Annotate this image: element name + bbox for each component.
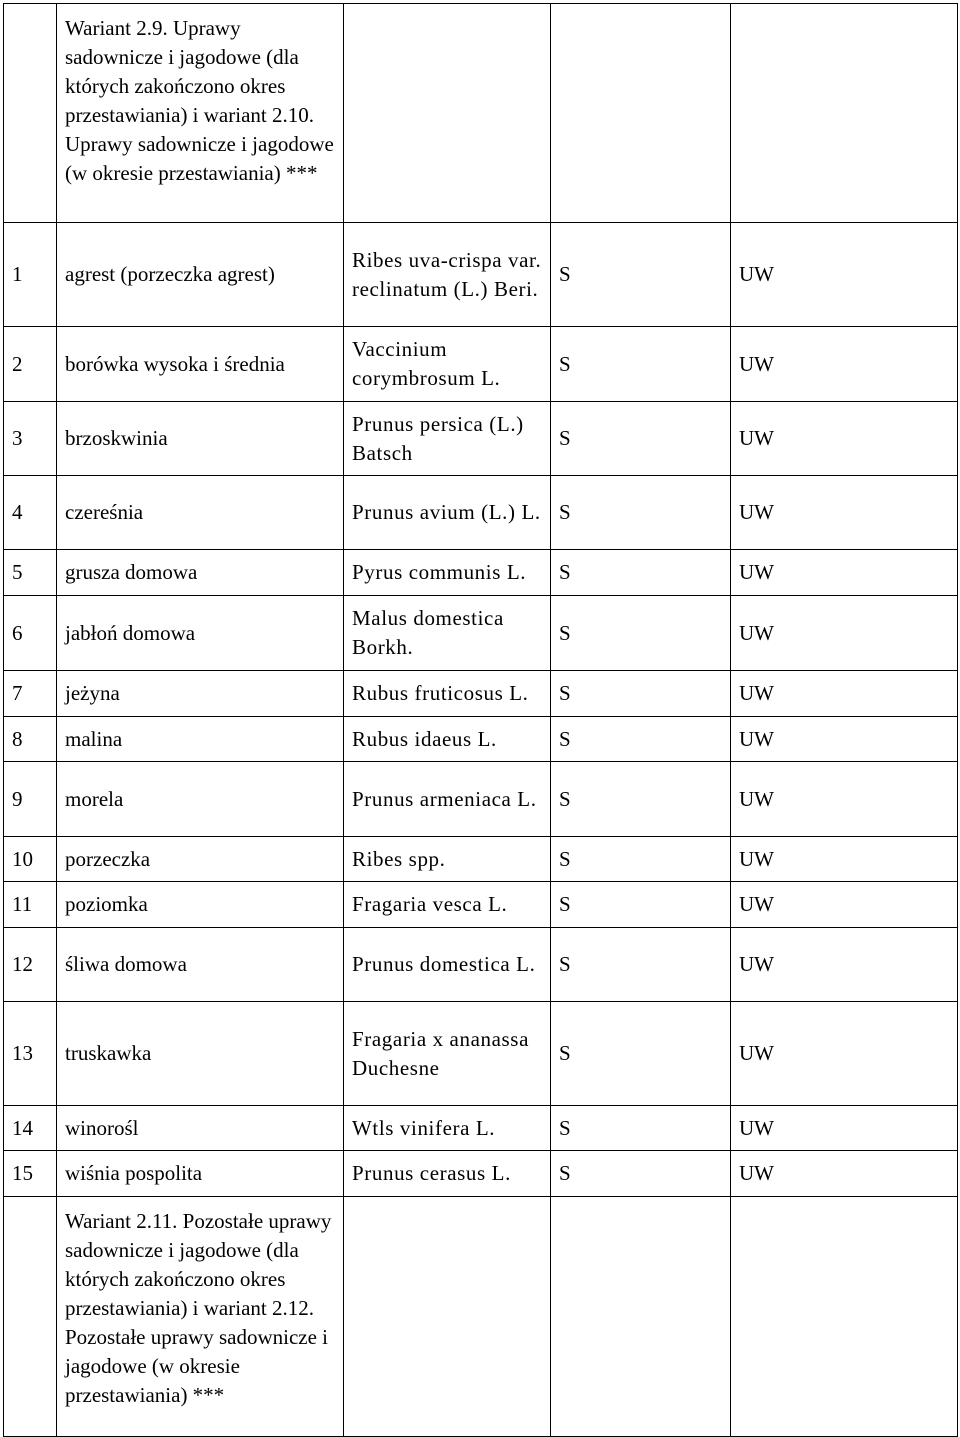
latin-name: Fragaria x ananassa Duchesne: [344, 1002, 551, 1106]
document-page: [3, 3, 958, 1437]
row-number: 5: [4, 550, 57, 596]
row-number: 6: [4, 596, 57, 671]
row-number: 12: [4, 928, 57, 1002]
latin-name: Prunus avium (L.) L.: [344, 476, 551, 550]
row-number: 4: [4, 476, 57, 550]
table-row: [4, 476, 958, 550]
s-code: S: [551, 402, 731, 476]
latin-name: Fragaria vesca L.: [344, 882, 551, 928]
uw-code: UW: [731, 671, 958, 717]
crops-table-body: [4, 4, 958, 1437]
table-row: [4, 1151, 958, 1197]
table-row: [4, 550, 958, 596]
uw-code: UW: [731, 327, 958, 402]
row-number: 7: [4, 671, 57, 717]
latin-name: Prunus cerasus L.: [344, 1151, 551, 1197]
s-code: S: [551, 671, 731, 717]
latin-name: Pyrus communis L.: [344, 550, 551, 596]
uw-code: UW: [731, 223, 958, 327]
uw-code: UW: [731, 1106, 958, 1151]
row-number: 1: [4, 223, 57, 327]
crop-name: morela: [57, 762, 344, 837]
latin-name: Malus domestica Borkh.: [344, 596, 551, 671]
s-code: S: [551, 837, 731, 882]
latin-name: Ribes uva-crispa var. reclinatum (L.) Beri.: [344, 223, 551, 327]
latin-name: Wtls vinifera L.: [344, 1106, 551, 1151]
footer-empty-cell: [731, 1197, 958, 1437]
footer-empty-cell: [551, 1197, 731, 1437]
crop-name: jeżyna: [57, 671, 344, 717]
row-number: 2: [4, 327, 57, 402]
s-code: S: [551, 1106, 731, 1151]
table-row: [4, 882, 958, 928]
s-code: S: [551, 596, 731, 671]
table-row: [4, 1106, 958, 1151]
crop-name: agrest (porzeczka agrest): [57, 223, 344, 327]
s-code: S: [551, 550, 731, 596]
uw-code: UW: [731, 882, 958, 928]
latin-name: Prunus armeniaca L.: [344, 762, 551, 837]
crops-table: [3, 3, 958, 1437]
row-number: 13: [4, 1002, 57, 1106]
header-empty-cell: [344, 4, 551, 223]
s-code: S: [551, 1151, 731, 1197]
table-row: [4, 596, 958, 671]
crop-name: winorośl: [57, 1106, 344, 1151]
variant-footer-row: [4, 1197, 958, 1437]
table-row: [4, 717, 958, 762]
crop-name: porzeczka: [57, 837, 344, 882]
variant-footer-text: Wariant 2.11. Pozostałe uprawy sadownicze i jagodowe (dla których zakończono okres przestawiania) i wariant 2.12. Pozostałe uprawy sadownicze i jagodowe (w okresie przestawiania) ***: [57, 1197, 344, 1437]
crop-name: wiśnia pospolita: [57, 1151, 344, 1197]
latin-name: Ribes spp.: [344, 837, 551, 882]
table-row: [4, 223, 958, 327]
table-row: [4, 402, 958, 476]
latin-name: Prunus domestica L.: [344, 928, 551, 1002]
latin-name: Vaccinium corymbrosum L.: [344, 327, 551, 402]
header-empty-cell: [731, 4, 958, 223]
uw-code: UW: [731, 476, 958, 550]
crop-name: malina: [57, 717, 344, 762]
crop-name: poziomka: [57, 882, 344, 928]
row-number: 11: [4, 882, 57, 928]
uw-code: UW: [731, 596, 958, 671]
s-code: S: [551, 1002, 731, 1106]
s-code: S: [551, 717, 731, 762]
uw-code: UW: [731, 762, 958, 837]
latin-name: Prunus persica (L.) Batsch: [344, 402, 551, 476]
uw-code: UW: [731, 837, 958, 882]
uw-code: UW: [731, 402, 958, 476]
table-row: [4, 928, 958, 1002]
variant-header-text: Wariant 2.9. Uprawy sadownicze i jagodowe (dla których zakończono okres przestawiania) i wariant 2.10. Uprawy sadownicze i jagodowe (w okresie przestawiania) ***: [57, 4, 344, 223]
crop-name: brzoskwinia: [57, 402, 344, 476]
uw-code: UW: [731, 717, 958, 762]
s-code: S: [551, 327, 731, 402]
s-code: S: [551, 882, 731, 928]
footer-empty-cell: [344, 1197, 551, 1437]
latin-name: Rubus idaeus L.: [344, 717, 551, 762]
footer-empty-cell: [4, 1197, 57, 1437]
crop-name: truskawka: [57, 1002, 344, 1106]
s-code: S: [551, 928, 731, 1002]
header-empty-cell: [4, 4, 57, 223]
uw-code: UW: [731, 550, 958, 596]
table-row: [4, 671, 958, 717]
s-code: S: [551, 476, 731, 550]
row-number: 3: [4, 402, 57, 476]
table-row: [4, 762, 958, 837]
row-number: 15: [4, 1151, 57, 1197]
uw-code: UW: [731, 1151, 958, 1197]
row-number: 10: [4, 837, 57, 882]
latin-name: Rubus fruticosus L.: [344, 671, 551, 717]
uw-code: UW: [731, 1002, 958, 1106]
table-row: [4, 1002, 958, 1106]
table-row: [4, 837, 958, 882]
crop-name: jabłoń domowa: [57, 596, 344, 671]
uw-code: UW: [731, 928, 958, 1002]
s-code: S: [551, 762, 731, 837]
table-row: [4, 327, 958, 402]
row-number: 8: [4, 717, 57, 762]
crop-name: czereśnia: [57, 476, 344, 550]
crop-name: borówka wysoka i średnia: [57, 327, 344, 402]
crop-name: śliwa domowa: [57, 928, 344, 1002]
row-number: 9: [4, 762, 57, 837]
s-code: S: [551, 223, 731, 327]
crop-name: grusza domowa: [57, 550, 344, 596]
variant-header-row: [4, 4, 958, 223]
row-number: 14: [4, 1106, 57, 1151]
header-empty-cell: [551, 4, 731, 223]
